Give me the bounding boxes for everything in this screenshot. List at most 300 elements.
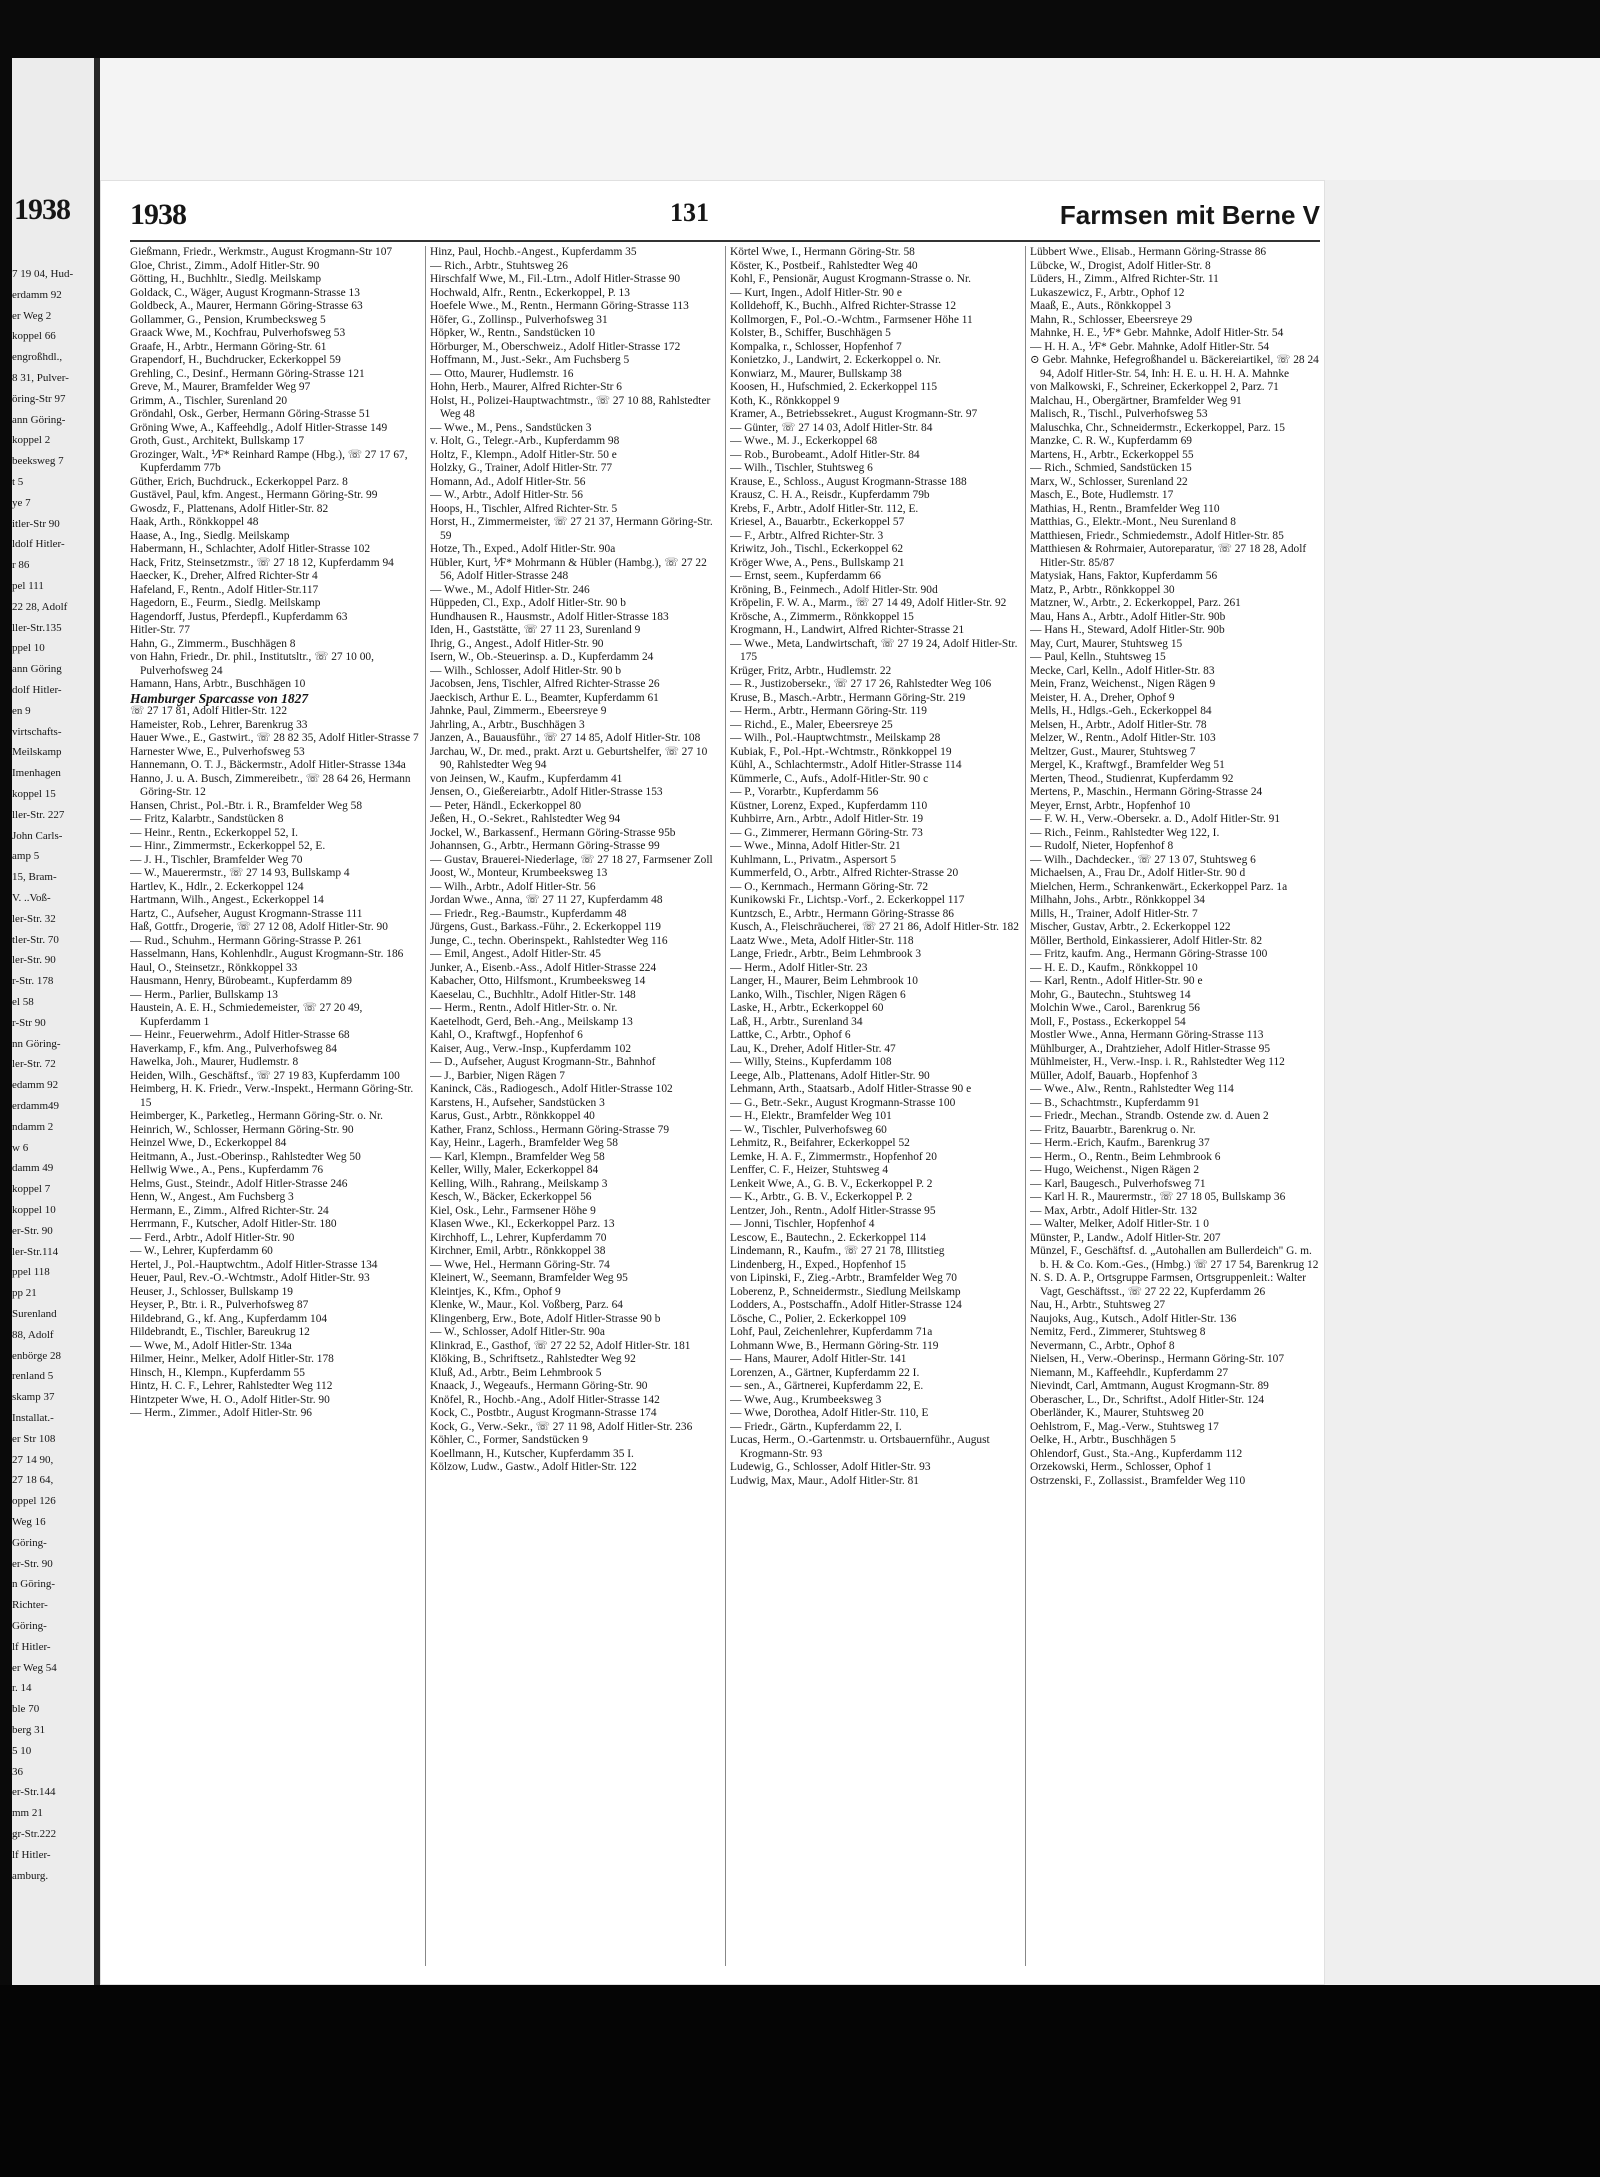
directory-entry: Haustein, A. E. H., Schmiedemeister, ☏ 27 20 49, Kupferdamm 1 — [130, 1002, 363, 1028]
previous-page-fragment: ppel 118 — [12, 1266, 50, 1279]
directory-entry: — Rich., Feinm., Rahlstedter Weg 122, I. — [1030, 826, 1220, 839]
previous-page-fragment: Richter- — [12, 1599, 48, 1612]
directory-entry: — K., Arbtr., G. B. V., Eckerkoppel P. 2 — [730, 1191, 913, 1203]
directory-entry: Kröpelin, F. W. A., Marm., ☏ 27 14 49, Adolf Hitler-Str. 92 — [730, 597, 1007, 609]
directory-entry: — Fritz, Bauarbtr., Barenkrug o. Nr. — [1030, 1123, 1196, 1136]
directory-entry: Hinsch, H., Klempn., Kupferdamm 55 — [130, 1366, 305, 1379]
directory-entry: Marx, W., Schlosser, Surenland 22 — [1030, 475, 1188, 488]
directory-entry: Holst, H., Polizei-Hauptwachtmstr., ☏ 27 10 88, Rahlstedter Weg 48 — [430, 394, 711, 420]
directory-entry: Kock, G., Verw.-Sekr., ☏ 27 11 98, Adolf Hitler-Str. 236 — [430, 1420, 693, 1433]
directory-entry: Kleintjes, K., Kfm., Ophof 9 — [430, 1285, 561, 1298]
directory-entry: Hameister, Rob., Lehrer, Barenkrug 33 — [130, 718, 308, 731]
directory-entry: — Friedr., Mechan., Strandb. Ostende zw. d. Auen 2 — [1030, 1110, 1269, 1122]
directory-entry: Horst, H., Zimmermeister, ☏ 27 21 37, Hermann Göring-Str. 59 — [430, 516, 713, 542]
directory-entry: Martens, H., Arbtr., Eckerkoppel 55 — [1030, 448, 1194, 461]
directory-entry: — R., Justizobersekr., ☏ 27 17 26, Rahlstedter Weg 106 — [730, 678, 992, 690]
previous-page-fragment: n Göring- — [12, 1578, 56, 1591]
directory-entry: — Rich., Arbtr., Stuhtsweg 26 — [430, 259, 568, 272]
previous-page-fragment: V. ..Voß- — [12, 892, 51, 904]
directory-entry: Hagedorn, E., Feurm., Siedlg. Meilskamp — [130, 597, 321, 609]
directory-entry: — H. H. A., ⅟F* Gebr. Mahnke, Adolf Hitler-Str. 54 — [1030, 340, 1270, 353]
previous-page-fragment: ller-Str.135 — [12, 621, 62, 634]
previous-page-fragment: damm 49 — [12, 1162, 54, 1175]
previous-page-fragment: 5 10 — [12, 1744, 32, 1757]
previous-page-fragment: r-Str. 178 — [12, 975, 54, 988]
directory-entry: Lübcke, W., Drogist, Adolf Hitler-Str. 8 — [1030, 259, 1211, 272]
directory-entry: Iden, H., Gaststätte, ☏ 27 11 23, Surenland 9 — [430, 624, 641, 636]
directory-entry: — Wwe., Alw., Rentn., Rahlstedter Weg 114 — [1030, 1083, 1234, 1095]
directory-entry: Harnester Wwe, E., Pulverhofsweg 53 — [130, 745, 305, 758]
directory-entry: Hahn, G., Zimmerm., Buschhägen 8 — [130, 637, 296, 650]
previous-page-fragment: mm 21 — [12, 1807, 43, 1820]
previous-page-fragment: r 86 — [12, 559, 30, 572]
directory-entry: Hüppeden, Cl., Exp., Adolf Hitler-Str. 90 b — [430, 597, 626, 609]
directory-entry: — P., Vorarbtr., Kupferdamm 56 — [730, 786, 879, 798]
previous-page-fragment: er-Str. 90 — [12, 1557, 53, 1570]
previous-page-fragment: ann Göring- — [12, 413, 66, 426]
directory-entry: Graack Wwe, M., Kochfrau, Pulverhofsweg 53 — [130, 327, 346, 339]
directory-entry: Kaninck, Cäs., Radiogesch., Adolf Hitler-Strasse 102 — [430, 1083, 673, 1095]
directory-entry: Lentzer, Joh., Rentn., Adolf Hitler-Strasse 95 — [730, 1204, 936, 1217]
directory-entry: Lohmann Wwe, B., Hermann Göring-Str. 119 — [730, 1339, 939, 1352]
directory-entry: Nau, H., Arbtr., Stuhtsweg 27 — [1030, 1299, 1166, 1311]
directory-entry: — sen., A., Gärtnerei, Kupferdamm 22, E. — [730, 1380, 924, 1392]
directory-entry: Jarchau, W., Dr. med., prakt. Arzt u. Geburtshelfer, ☏ 27 10 90, Rahlstedter Weg 94 — [430, 745, 708, 771]
previous-page-fragment: koppel 66 — [12, 330, 56, 343]
directory-entry: Grozinger, Walt., ⅟F* Reinhard Rampe (Hbg.), ☏ 27 17 67, Kupferdamm 77b — [130, 448, 408, 474]
directory-entry: — H. E. D., Kaufm., Rönkkoppel 10 — [1030, 961, 1198, 974]
directory-entry: Nievindt, Carl, Amtmann, August Krogmann-Str. 89 — [1030, 1380, 1269, 1392]
previous-page-fragment: t 5 — [12, 476, 24, 488]
directory-entry: Köhler, C., Former, Sandstücken 9 — [430, 1434, 588, 1446]
directory-entry: Klinkrad, E., Gasthof, ☏ 27 22 52, Adolf Hitler-Str. 181 — [430, 1339, 691, 1352]
previous-page-fragment: koppel 10 — [12, 1204, 56, 1216]
directory-entry: — Fritz, Kalarbtr., Sandstücken 8 — [130, 813, 284, 825]
directory-entry: — Herm.-Erich, Kaufm., Barenkrug 37 — [1030, 1137, 1210, 1149]
previous-page-fragment: 8 31, Pulver- — [12, 372, 69, 384]
previous-page-fragment: ldolf Hitler- — [12, 538, 65, 551]
directory-entry: von Lipinski, F., Zieg.-Arbtr., Bramfelder Weg 70 — [730, 1272, 957, 1284]
directory-entry: Kümmerle, C., Aufs., Adolf-Hitler-Str. 90 c — [730, 772, 929, 785]
directory-entry: Nevermann, C., Arbtr., Ophof 8 — [1030, 1339, 1175, 1352]
directory-entry: Mielchen, Herm., Schrankenwärt., Eckerkoppel Parz. 1a — [1030, 880, 1288, 893]
directory-entry: ⊙ Gebr. Mahnke, Hefegroßhandel u. Bäckereiartikel, ☏ 28 24 94, Adolf Hitler-Str. 54, Inh: H. E. u. H. H. A. Mahnke — [1030, 354, 1319, 380]
header-rule — [130, 240, 1320, 242]
directory-entry: — Wwe, M., Adolf Hitler-Str. 134a — [130, 1339, 292, 1352]
directory-entry: Mergel, K., Kraftwgf., Bramfelder Weg 51 — [1030, 759, 1225, 771]
directory-entry: Gröndahl, Osk., Gerber, Hermann Göring-Strasse 51 — [130, 408, 371, 420]
directory-entry: Haß, Gottfr., Drogerie, ☏ 27 12 08, Adolf Hitler-Str. 90 — [130, 921, 388, 933]
scan-border-left — [0, 0, 12, 2177]
directory-entry: Hinz, Paul, Hochb.-Angest., Kupferdamm 35 — [430, 246, 637, 258]
directory-entry: — J., Barbier, Nigen Rägen 7 — [430, 1069, 565, 1082]
previous-page-fragment: er-Str.144 — [12, 1786, 56, 1799]
directory-entry: — Wwe., M. J., Eckerkoppel 68 — [730, 435, 878, 447]
directory-entry: Henn, W., Angest., Am Fuchsberg 3 — [130, 1191, 294, 1203]
previous-page-year: 1938 — [14, 193, 70, 226]
directory-entry: Naujoks, Aug., Kutsch., Adolf Hitler-Str. 136 — [1030, 1312, 1237, 1325]
directory-entry: Mertens, P., Maschin., Hermann Göring-Strasse 24 — [1030, 786, 1263, 798]
directory-entry: Kölzow, Ludw., Gastw., Adolf Hitler-Str. 122 — [430, 1461, 637, 1473]
previous-page-fragment: 88, Adolf — [12, 1328, 54, 1341]
directory-entry: Kubiak, F., Pol.-Hpt.-Wchtmstr., Rönkkoppel 19 — [730, 745, 952, 758]
directory-entry: Keller, Willy, Maler, Eckerkoppel 84 — [430, 1164, 599, 1176]
directory-entry: Hildebrandt, E., Tischler, Bareukrug 12 — [130, 1326, 310, 1338]
directory-entry: Ludewig, G., Schlosser, Adolf Hitler-Str. 93 — [730, 1461, 931, 1473]
directory-entry: Hochwald, Alfr., Rentn., Eckerkoppel, P. 13 — [430, 286, 630, 299]
directory-entry: Hauer Wwe., E., Gastwirt., ☏ 28 82 35, Adolf Hitler-Strasse 7 — [130, 732, 419, 744]
directory-column-2 — [430, 246, 720, 1966]
previous-page-fragment: koppel 7 — [12, 1183, 51, 1196]
directory-entry: Klenke, W., Maur., Kol. Voßberg, Parz. 64 — [430, 1299, 623, 1311]
directory-entry: Kesch, W., Bäcker, Eckerkoppel 56 — [430, 1191, 592, 1203]
directory-entry: Hansen, Christ., Pol.-Btr. i. R., Bramfelder Weg 58 — [130, 799, 363, 812]
previous-page-fragment: Meilskamp — [12, 746, 62, 759]
previous-page-fragment: berg 31 — [12, 1724, 46, 1736]
directory-entry: Kleinert, W., Seemann, Bramfelder Weg 95 — [430, 1272, 628, 1284]
directory-entry: Kruse, B., Masch.-Arbtr., Hermann Göring-Str. 219 — [730, 691, 966, 704]
previous-page-fragment: virtschafts- — [12, 725, 62, 738]
previous-page-fragment: ble 70 — [12, 1703, 40, 1716]
directory-entry: Hartlev, K., Hdlr., 2. Eckerkoppel 124 — [130, 880, 304, 893]
directory-entry: Laß, H., Arbtr., Surenland 34 — [730, 1015, 863, 1028]
directory-entry: Hoops, H., Tischler, Alfred Richter-Str. 5 — [430, 502, 618, 515]
directory-entry: — F., Arbtr., Alfred Richter-Str. 3 — [730, 529, 884, 542]
previous-page-fragment: Göring- — [12, 1536, 47, 1549]
previous-page-fragment: ppel 10 — [12, 642, 45, 655]
directory-entry: Hertel, J., Pol.-Hauptwchtm., Adolf Hitler-Strasse 134 — [130, 1258, 378, 1271]
directory-entry: Niemann, M., Kaffeehdlr., Kupferdamm 27 — [1030, 1366, 1229, 1379]
directory-entry: — Richd., E., Maler, Ebeersreye 25 — [730, 718, 893, 731]
directory-entry: — Wwe., Meta, Landwirtschaft, ☏ 27 19 24, Adolf Hitler-Str. 175 — [730, 637, 1018, 663]
previous-page-fragment: ndamm 2 — [12, 1120, 54, 1133]
directory-entry: Molchin Wwe., Carol., Barenkrug 56 — [1030, 1002, 1200, 1014]
directory-entry: — Wilh., Arbtr., Adolf Hitler-Str. 56 — [430, 880, 596, 893]
previous-page-fragment: Weg 16 — [12, 1516, 46, 1528]
directory-entry: Krausz, C. H. A., Reisdr., Kupferdamm 79b — [730, 489, 930, 501]
directory-entry: Müller, Adolf, Bauarb., Hopfenhof 3 — [1030, 1069, 1198, 1082]
directory-entry: — D., Aufseher, August Krogmann-Str., Bahnhof — [430, 1056, 656, 1068]
directory-entry: — F. W. H., Verw.-Obersekr. a. D., Adolf Hitler-Str. 91 — [1030, 813, 1281, 825]
directory-entry: — Heinr., Rentn., Eckerkoppel 52, I. — [130, 826, 298, 839]
directory-entry: Kriesel, A., Bauarbtr., Eckerkoppel 57 — [730, 516, 905, 528]
directory-entry: Koth, K., Rönkkoppel 9 — [730, 394, 840, 407]
directory-entry: — Hinr., Zimmermstr., Eckerkoppel 52, E. — [130, 840, 326, 852]
directory-entry: Kiel, Osk., Lehr., Farmsener Höhe 9 — [430, 1204, 596, 1217]
directory-entry: Oberländer, K., Maurer, Stuhtsweg 20 — [1030, 1407, 1204, 1419]
directory-entry: — Günter, ☏ 27 14 03, Adolf Hitler-Str. 84 — [730, 421, 933, 434]
directory-entry: von Malkowski, F., Schreiner, Eckerkoppel 2, Parz. 71 — [1030, 381, 1279, 393]
directory-entry: Holzky, G., Trainer, Adolf Hitler-Str. 77 — [430, 462, 613, 474]
directory-entry: — H., Elektr., Bramfelder Weg 101 — [730, 1110, 892, 1122]
directory-entry: Lau, K., Dreher, Adolf Hitler-Str. 47 — [730, 1042, 896, 1055]
page-header — [130, 198, 1320, 238]
directory-entry: Hausmann, Henry, Bürobeamt., Kupferdamm 89 — [130, 975, 352, 987]
directory-entry: Kather, Franz, Schloss., Hermann Göring-Strasse 79 — [430, 1123, 670, 1136]
directory-entry: Kaeselau, C., Buchhltr., Adolf Hitler-Str. 148 — [430, 988, 636, 1001]
directory-entry: — Friedr., Gärtn., Kupferdamm 22, I. — [730, 1420, 902, 1433]
directory-entry: Heiden, Wilh., Geschäftsf., ☏ 27 19 83, Kupferdamm 100 — [130, 1069, 400, 1082]
previous-page-fragment: r-Str 90 — [12, 1016, 46, 1029]
directory-entry: Grapendorf, H., Buchdrucker, Eckerkoppel 59 — [130, 354, 341, 366]
directory-entry: Mills, H., Trainer, Adolf Hitler-Str. 7 — [1030, 907, 1198, 920]
directory-entry: Heyser, P., Btr. i. R., Pulverhofsweg 87 — [130, 1299, 309, 1311]
directory-entry: Mein, Franz, Weichenst., Nigen Rägen 9 — [1030, 678, 1216, 690]
directory-entry: Lucas, Herm., O.-Gartenmstr. u. Ortsbauernführ., August Krogmann-Str. 93 — [730, 1434, 990, 1460]
previous-page-fragment: Göring- — [12, 1620, 47, 1632]
directory-entry: — Wwe., Minna, Adolf Hitler-Str. 21 — [730, 840, 901, 852]
directory-entry: Koosen, H., Hufschmied, 2. Eckerkoppel 115 — [730, 381, 938, 393]
directory-entry: Mahnke, H. E., ⅟F* Gebr. Mahnke, Adolf Hitler-Str. 54 — [1030, 327, 1284, 339]
column-divider — [725, 246, 726, 1966]
previous-page-fragment: 27 14 90, — [12, 1453, 54, 1466]
directory-column-3 — [730, 246, 1020, 1966]
directory-entry: Hellwig Wwe., A., Pens., Kupferdamm 76 — [130, 1164, 324, 1176]
directory-entry: — Karl, Baugesch., Pulverhofsweg 71 — [1030, 1177, 1206, 1190]
directory-entry: Mahn, R., Schlosser, Ebeersreye 29 — [1030, 313, 1193, 326]
directory-entry: Kaiser, Aug., Verw.-Insp., Kupferdamm 102 — [430, 1042, 632, 1055]
directory-entry: — Ernst, seem., Kupferdamm 66 — [730, 570, 881, 582]
directory-entry: — Rich., Schmied, Sandstücken 15 — [1030, 462, 1192, 474]
previous-page-fragment: ann Göring — [12, 663, 62, 676]
directory-entry: Kompalka, r., Schlosser, Hopfenhof 7 — [730, 340, 902, 353]
page-place-heading: Farmsen mit Berne V — [1059, 200, 1320, 230]
previous-page-fragment: tler-Str. 70 — [12, 933, 59, 946]
previous-page-fragment: pp 21 — [12, 1287, 37, 1300]
directory-entry: — Karl, Klempn., Bramfelder Weg 58 — [430, 1150, 605, 1163]
directory-entry: Maluschka, Chr., Schneidermstr., Eckerkoppel, Parz. 15 — [1030, 421, 1285, 434]
column-divider — [1025, 246, 1026, 1966]
previous-page-fragment: r. 14 — [12, 1682, 32, 1695]
directory-entry: Janzen, A., Bauausführ., ☏ 27 14 85, Adolf Hitler-Str. 108 — [430, 732, 701, 744]
directory-entry: Lemke, H. A. F., Zimmermstr., Hopfenhof 20 — [730, 1150, 937, 1163]
directory-entry: Grimm, A., Tischler, Surenland 20 — [130, 394, 288, 407]
directory-entry: — Karl, Rentn., Adolf Hitler-Str. 90 e — [1030, 975, 1203, 987]
directory-entry: Hermann, E., Zimm., Alfred Richter-Str. 24 — [130, 1204, 329, 1217]
directory-entry: Matysiak, Hans, Faktor, Kupferdamm 56 — [1030, 570, 1218, 582]
directory-entry: Heuser, J., Schlosser, Bullskamp 19 — [130, 1285, 293, 1298]
directory-entry: Lüders, H., Zimm., Alfred Richter-Str. 11 — [1030, 273, 1219, 285]
directory-column-1 — [130, 246, 420, 1966]
directory-entry: von Jeinsen, W., Kaufm., Kupferdamm 41 — [430, 772, 623, 785]
directory-entry: — Walter, Melker, Adolf Hitler-Str. 1 0 — [1030, 1218, 1209, 1230]
directory-entry: Hohn, Herb., Maurer, Alfred Richter-Str 6 — [430, 381, 622, 393]
directory-entry: — Wilh., Tischler, Stuhtsweg 6 — [730, 462, 873, 474]
previous-page-fragment: ler-Str. 32 — [12, 912, 56, 925]
directory-entry: Junker, A., Eisenb.-Ass., Adolf Hitler-Strasse 224 — [430, 961, 657, 974]
directory-entry: Hanno, J. u. A. Busch, Zimmereibetr., ☏ 28 64 26, Hermann Göring-Str. 12 — [130, 772, 411, 798]
directory-entry: Heimberger, K., Parketleg., Hermann Göring-Str. o. Nr. — [130, 1110, 384, 1122]
directory-entry: Konwiarz, M., Maurer, Bullskamp 38 — [730, 367, 902, 380]
directory-entry: — G., Betr.-Sekr., August Krogmann-Strasse 100 — [730, 1096, 956, 1109]
directory-entry: Hirschfalf Wwe, M., Fil.-Ltrn., Adolf Hitler-Strasse 90 — [430, 273, 681, 285]
directory-entry: — Max, Arbtr., Adolf Hitler-Str. 132 — [1030, 1204, 1198, 1217]
directory-entry: Mells, H., Hdlgs.-Geh., Eckerkoppel 84 — [1030, 705, 1212, 717]
previous-page-fragment: er Weg 54 — [12, 1661, 57, 1674]
directory-entry: Ludwig, Max, Maur., Adolf Hitler-Str. 81 — [730, 1474, 919, 1487]
directory-entry: — Wwe, Hel., Hermann Göring-Str. 74 — [430, 1258, 610, 1271]
directory-entry: Hilmer, Heinr., Melker, Adolf Hitler-Str. 178 — [130, 1353, 334, 1365]
directory-entry: Goldack, C., Wäger, August Krogmann-Strasse 13 — [130, 286, 360, 299]
directory-entry: Ostrzenski, F., Zollassist., Bramfelder Weg 110 — [1030, 1474, 1246, 1487]
directory-entry: Masch, E., Bote, Hudlemstr. 17 — [1030, 489, 1174, 501]
previous-page-fragment: ler-Str.114 — [12, 1245, 59, 1258]
directory-entry: Lehmann, Arth., Staatsarb., Adolf Hitler-Strasse 90 e — [730, 1083, 972, 1095]
directory-entry: ☏ 27 17 81, Adolf Hitler-Str. 122 — [130, 705, 288, 717]
directory-entry: Kelling, Wilh., Rahrang., Meilskamp 3 — [430, 1177, 608, 1190]
directory-entry: Hafeland, F., Rentn., Adolf Hitler-Str.117 — [130, 583, 319, 596]
directory-entry: Lukaszewicz, F., Arbtr., Ophof 12 — [1030, 286, 1185, 299]
directory-entry: — Hans H., Steward, Adolf Hitler-Str. 90b — [1030, 624, 1225, 636]
directory-entry: Heimberg, H. K. Friedr., Verw.-Inspekt., Hermann Göring-Str. 15 — [130, 1083, 414, 1109]
previous-page-fragment: koppel 2 — [12, 434, 51, 447]
directory-entry: Laatz Wwe., Meta, Adolf Hitler-Str. 118 — [730, 934, 914, 947]
directory-entry: Jahnke, Paul, Zimmerm., Ebeersreye 9 — [430, 705, 607, 717]
directory-entry: — Jonni, Tischler, Hopfenhof 4 — [730, 1218, 875, 1230]
directory-entry: Hintzpeter Wwe, H. O., Adolf Hitler-Str. 90 — [130, 1393, 330, 1406]
directory-entry: Oberascher, L., Dr., Schriftst., Adolf Hitler-Str. 124 — [1030, 1393, 1265, 1406]
previous-page-fragment: Surenland — [12, 1308, 57, 1320]
directory-entry: Höfer, G., Zollinsp., Pulverhofsweg 31 — [430, 313, 608, 326]
scan-border-top — [0, 0, 1600, 58]
directory-entry: Matthiesen, Friedr., Schmiedemstr., Adolf Hitler-Str. 85 — [1030, 529, 1284, 542]
directory-entry: — Herm., Parlier, Bullskamp 13 — [130, 988, 278, 1001]
directory-entry: Kriwitz, Joh., Tischl., Eckerkoppel 62 — [730, 543, 904, 555]
directory-entry: Gloe, Christ., Zimm., Adolf Hitler-Str. 90 — [130, 259, 320, 272]
directory-entry: Melzer, W., Rentn., Adolf Hitler-Str. 103 — [1030, 732, 1216, 744]
directory-entry: Hildebrand, G., kf. Ang., Kupferdamm 104 — [130, 1312, 328, 1325]
directory-entry: — W., Mauerermstr., ☏ 27 14 93, Bullskamp 4 — [130, 867, 350, 879]
directory-entry: Krogmann, H., Landwirt, Alfred Richter-Strasse 21 — [730, 624, 965, 636]
previous-page-fragment: Installat.- — [12, 1412, 54, 1424]
directory-entry: Matthiesen & Rohrmaier, Autoreparatur, ☏ 27 18 28, Adolf Hitler-Str. 85/87 — [1030, 543, 1307, 569]
directory-entry: Lodders, A., Postschaffn., Adolf Hitler-Strasse 124 — [730, 1299, 962, 1311]
directory-page — [100, 180, 1325, 1985]
directory-entry: — Peter, Händl., Eckerkoppel 80 — [430, 799, 582, 812]
previous-page-fragment: amburg. — [12, 1869, 49, 1882]
directory-entry: Kluß, Ad., Arbtr., Beim Lehmbrook 5 — [430, 1366, 602, 1379]
directory-entry: Köster, K., Postbeif., Rahlstedter Weg 40 — [730, 259, 918, 272]
directory-entry: Mau, Hans A., Arbtr., Adolf Hitler-Str. 90b — [1030, 610, 1226, 623]
directory-entry: Güther, Erich, Buchdruck., Eckerkoppel Parz. 8 — [130, 475, 348, 488]
directory-entry: Küstner, Lorenz, Exped., Kupferdamm 110 — [730, 799, 928, 812]
previous-page-fragment: renland 5 — [12, 1370, 54, 1383]
directory-entry: Matzner, W., Arbtr., 2. Eckerkoppel, Parz. 261 — [1030, 597, 1241, 609]
previous-page-fragment: skamp 37 — [12, 1391, 55, 1404]
directory-entry: — Herm., Zimmer., Adolf Hitler-Str. 96 — [130, 1407, 312, 1419]
directory-entry: Heinrich, W., Schlosser, Hermann Göring-Str. 90 — [130, 1123, 354, 1136]
directory-entry: Lösche, C., Polier, 2. Eckerkoppel 109 — [730, 1312, 907, 1325]
previous-page-fragment: ler-Str. 90 — [12, 954, 56, 967]
previous-page-edge — [12, 58, 94, 1985]
directory-entry: Moll, F., Postass., Eckerkoppel 54 — [1030, 1015, 1186, 1028]
directory-entry: Haverkamp, F., kfm. Ang., Pulverhofsweg 84 — [130, 1042, 337, 1055]
directory-entry: Matz, P., Arbtr., Rönkkoppel 30 — [1030, 583, 1175, 596]
directory-entry: Hartz, C., Aufseher, August Krogmann-Strasse 111 — [130, 907, 363, 920]
directory-entry: Matthias, G., Elektr.-Mont., Neu Surenland 8 — [1030, 516, 1236, 528]
directory-entry: Hamburger Sparcasse von 1827 — [130, 690, 309, 706]
directory-entry: — Wilh., Pol.-Hauptwchtmstr., Meilskamp 28 — [730, 732, 941, 744]
directory-entry: Hübler, Kurt, ⅟F* Mohrmann & Hübler (Hambg.), ☏ 27 22 56, Adolf Hitler-Strasse 248 — [430, 556, 707, 582]
directory-entry: Graafe, H., Arbtr., Hermann Göring-Str. 61 — [130, 340, 327, 353]
previous-page-fragment: w 6 — [12, 1141, 29, 1154]
previous-page-fragment: edamm 92 — [12, 1079, 59, 1092]
previous-page-fragment: er Str 108 — [12, 1432, 56, 1445]
directory-entry: — Herm., Rentn., Adolf Hitler-Str. o. Nr. — [430, 1002, 618, 1014]
directory-entry: Kohl, F., Pensionär, August Krogmann-Strasse o. Nr. — [730, 273, 971, 285]
directory-entry: Haecker, K., Dreher, Alfred Richter-Str 4 — [130, 570, 318, 582]
directory-entry: Gwosdz, F., Plattenans, Adolf Hitler-Str. 82 — [130, 502, 329, 515]
previous-page-fragment: er Weg 2 — [12, 309, 52, 322]
directory-entry: Karstens, H., Aufseher, Sandstücken 3 — [430, 1096, 605, 1109]
previous-page-fragment: pel 111 — [12, 580, 44, 592]
directory-entry: Jensen, O., Gießereiarbtr., Adolf Hitler-Strasse 153 — [430, 786, 663, 798]
directory-entry: Münzel, F., Geschäftsf. d. „Autohallen am Bullerdeich" G. m. b. H. & Co. Kom.-Ges., (Hmbg.) ☏ 27 17 54, Barenkrug 12 — [1030, 1245, 1319, 1271]
directory-entry: — Karl H. R., Maurermstr., ☏ 27 18 05, Bullskamp 36 — [1030, 1191, 1286, 1203]
directory-entry: — Rud., Schuhm., Hermann Göring-Strasse P. 261 — [130, 934, 362, 947]
directory-entry: — W., Lehrer, Kupferdamm 60 — [130, 1245, 273, 1257]
directory-entry: Hotze, Th., Exped., Adolf Hitler-Str. 90a — [430, 543, 616, 555]
directory-entry: Jacobsen, Jens, Tischler, Alfred Richter-Strasse 26 — [430, 678, 660, 690]
previous-page-fragment: el 58 — [12, 996, 34, 1008]
scan-border-bottom — [0, 1985, 1600, 2177]
directory-entry: Karus, Gust., Arbtr., Rönkkoppel 40 — [430, 1110, 595, 1122]
directory-entry: Mathias, H., Rentn., Bramfelder Weg 110 — [1030, 502, 1220, 515]
directory-entry: Hartmann, Wilh., Angest., Eckerkoppel 14 — [130, 894, 324, 906]
directory-entry: Kuhlmann, L., Privatm., Aspersort 5 — [730, 853, 897, 866]
directory-entry: Mohr, G., Bautechn., Stuhtsweg 14 — [1030, 988, 1191, 1001]
directory-entry: Hörburger, M., Oberschweiz., Adolf Hitler-Strasse 172 — [430, 340, 681, 353]
directory-entry: Kirchhoff, L., Lehrer, Kupferdamm 70 — [430, 1231, 607, 1244]
directory-entry: v. Holt, G., Telegr.-Arb., Kupferdamm 98 — [430, 435, 620, 447]
directory-entry: Klasen Wwe., Kl., Eckerkoppel Parz. 13 — [430, 1218, 615, 1230]
directory-entry: Loberenz, P., Schneidermstr., Siedlung Meilskamp — [730, 1285, 961, 1298]
directory-entry: Kirchner, Emil, Arbtr., Rönkkoppel 38 — [430, 1245, 606, 1257]
directory-entry: Hitler-Str. 77 — [130, 624, 190, 636]
directory-entry: Heuer, Paul, Rev.-O.-Wchtmstr., Adolf Hitler-Str. 93 — [130, 1272, 370, 1284]
directory-entry: — Wilh., Dachdecker., ☏ 27 13 07, Stuhtsweg 6 — [1030, 853, 1256, 866]
directory-entry: Hagendorff, Justus, Pferdepfl., Kupferdamm 63 — [130, 610, 348, 623]
directory-entry: — W., Arbtr., Adolf Hitler-Str. 56 — [430, 489, 583, 501]
directory-entry: Mostler Wwe., Anna, Hermann Göring-Strasse 113 — [1030, 1029, 1264, 1041]
directory-entry: Klöking, B., Schriftsetz., Rahlstedter Weg 92 — [430, 1353, 636, 1365]
directory-entry: Herrmann, F., Kutscher, Adolf Hitler-Str. 180 — [130, 1218, 337, 1230]
directory-entry: Kay, Heinr., Lagerh., Bramfelder Weg 58 — [430, 1137, 618, 1149]
directory-entry: Mischer, Gustav, Arbtr., 2. Eckerkoppel 122 — [1030, 921, 1231, 933]
directory-entry: Ihrig, G., Angest., Adolf Hitler-Str. 90 — [430, 637, 604, 650]
directory-entry: Knöfel, R., Hochb.-Ang., Adolf Hitler-Strasse 142 — [430, 1393, 660, 1406]
directory-entry: Kuhbirre, Arn., Arbtr., Adolf Hitler-Str. 19 — [730, 813, 924, 825]
directory-entry: — J. H., Tischler, Bramfelder Weg 70 — [130, 853, 303, 866]
directory-entry: Krösche, A., Zimmerm., Rönkkoppel 15 — [730, 610, 914, 623]
directory-entry: Isern, W., Ob.-Steuerinsp. a. D., Kupferdamm 24 — [430, 651, 654, 663]
directory-entry: Krebs, F., Arbtr., Adolf Hitler-Str. 112, E. — [730, 502, 919, 515]
directory-entry: — Wwe, Dorothea, Adolf Hitler-Str. 110, E — [730, 1407, 929, 1419]
directory-entry: — W., Schlosser, Adolf Hitler-Str. 90a — [430, 1326, 605, 1338]
directory-entry: Kusch, A., Fleischräucherei, ☏ 27 21 86, Adolf Hitler-Str. 182 — [730, 921, 1019, 933]
directory-entry: Gustävel, Paul, kfm. Angest., Hermann Göring-Str. 99 — [130, 489, 378, 501]
directory-entry: Melsen, H., Arbtr., Adolf Hitler-Str. 78 — [1030, 718, 1207, 731]
previous-page-fragment: itler-Str 90 — [12, 517, 60, 530]
directory-entry: — Wwe., M., Pens., Sandstücken 3 — [430, 421, 592, 434]
previous-page-fragment: 27 18 64, — [12, 1474, 54, 1487]
previous-page-fragment: 15, Bram- — [12, 871, 57, 884]
directory-entry: Kahl, O., Kraftwgf., Hopfenhof 6 — [430, 1029, 583, 1041]
previous-page-fragment: enbörge 28 — [12, 1349, 61, 1362]
previous-page-fragment: ye 7 — [12, 496, 31, 509]
directory-entry: — Hugo, Weichenst., Nigen Rägen 2 — [1030, 1164, 1200, 1176]
directory-entry: Götting, H., Buchhltr., Siedlg. Meilskamp — [130, 273, 322, 285]
